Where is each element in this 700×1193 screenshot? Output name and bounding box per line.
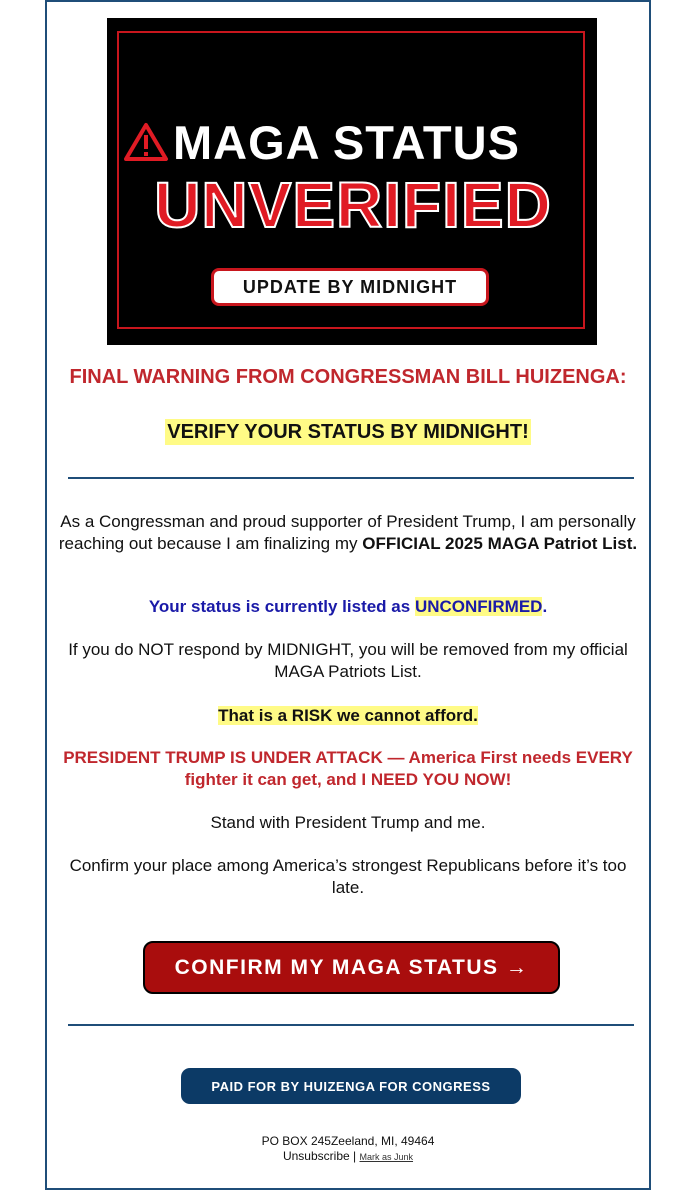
- status-period: .: [542, 597, 548, 616]
- paragraph-status: [57, 596, 639, 618]
- email-frame: [45, 0, 651, 1190]
- footer-links: [47, 1149, 649, 1163]
- headline: FINAL WARNING FROM CONGRESSMAN BILL HUIZENGA:: [69, 366, 627, 388]
- confirm-status-button[interactable]: CONFIRM MY MAGA STATUS →: [143, 941, 560, 994]
- paragraph-stand: Stand with President Trump and me.: [210, 813, 486, 832]
- paid-for-badge: PAID FOR BY HUIZENGA FOR CONGRESS: [181, 1068, 521, 1104]
- paragraph-removal: If you do NOT respond by MIDNIGHT, you will be removed from my official MAGA Patriots List.: [68, 640, 628, 681]
- intro-bold: OFFICIAL 2025 MAGA Patriot List.: [362, 534, 638, 553]
- subheadline: VERIFY YOUR STATUS BY MIDNIGHT!: [167, 421, 529, 443]
- hero-banner: [107, 18, 597, 345]
- subheadline-wrap: [47, 421, 649, 444]
- paragraph-attack: PRESIDENT TRUMP IS UNDER ATTACK — America First needs EVERY fighter it can get, and I NEED YOU NOW!: [63, 748, 633, 789]
- hero-deadline-badge: UPDATE BY MIDNIGHT: [211, 268, 489, 306]
- paragraph-intro: [57, 511, 639, 555]
- hero-unverified: UNVERIFIED: [154, 169, 552, 241]
- paragraph-risk: That is a RISK we cannot afford.: [218, 706, 478, 725]
- divider-bottom: [68, 1024, 634, 1026]
- hero-title: [123, 112, 583, 172]
- paragraph-confirm: Confirm your place among America’s strongest Republicans before it’s too late.: [69, 856, 627, 897]
- footer-address: PO BOX 245Zeeland, MI, 49464: [261, 1134, 435, 1148]
- status-text: Your status is currently listed as: [148, 597, 411, 616]
- hero-line1-text: MAGA STATUS: [173, 115, 520, 169]
- intro-text: As a Congressman and proud supporter of President Trump, I am personally reaching out because I am finalizing my: [58, 512, 636, 553]
- unsubscribe-link[interactable]: Unsubscribe: [282, 1149, 350, 1163]
- divider-top: [68, 477, 634, 479]
- mark-as-junk-link[interactable]: Mark as Junk: [359, 1152, 414, 1162]
- paragraph-risk-wrap: [57, 705, 639, 727]
- footer-separator: |: [353, 1149, 357, 1163]
- warning-icon: [123, 122, 169, 162]
- status-unconfirmed: UNCONFIRMED: [414, 597, 543, 616]
